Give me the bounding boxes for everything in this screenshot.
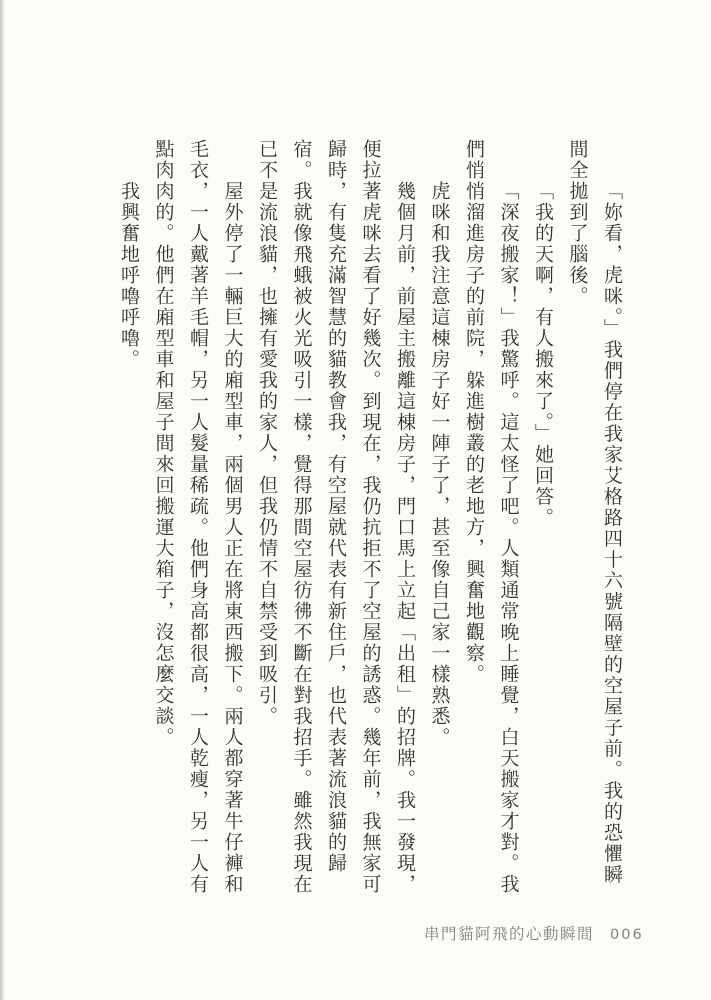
- paragraph: 我興奮地呼嚕呼嚕。: [118, 181, 140, 370]
- page-edge-shadow: [0, 0, 5, 1000]
- paragraph: 幾個月前，前屋主搬離這棟房子，門口馬上立起「出租」的招牌。我一發現，便拉著虎咪去看了好幾次。到現在，我仍抗拒不了空屋的誘惑。幾年前，我無家可歸時，有隻充滿智慧的貓教會我，有空屋就代表有新住戶，也代表著流浪貓的歸宿。我就像飛蛾被火光吸引一樣，覺得那間空屋彷彿不斷在對我招手。雖然我現在已不是流浪貓，也擁有愛我的家人，但我仍情不自禁受到吸引。: [256, 139, 416, 895]
- paragraph: 「我的天啊，有人搬來了。」她回答。: [532, 181, 554, 529]
- paragraph: 虎咪和我注意這棟房子好一陣子了，甚至像自己家一樣熟悉。: [428, 181, 451, 748]
- page-footer: [424, 922, 644, 944]
- body-text-block: [84, 139, 629, 897]
- paragraph: 「深夜搬家！」我驚呼。這太怪了吧。人類通常晚上睡覺，白天搬家才對。我們悄悄溜進房子的前院，躲進樹叢的老地方，興奮地觀察。: [463, 139, 520, 895]
- paragraph: 「妳看，虎咪。」我們停在我家艾格路四十六號隔壁的空屋子前。我的恐懼瞬間全拋到了腦後。: [566, 139, 623, 886]
- paragraph: 屋外停了一輛巨大的廂型車，兩個男人正在將東西搬下。兩人都穿著牛仔褲和毛衣，一人戴著羊毛帽，另一人髮量稀疏。他們身高都很高，一人乾瘦，另一人有點肉肉的。他們在廂型車和屋子間來回搬運大箱子，沒怎麼交談。: [152, 139, 244, 895]
- running-title: 串門貓阿飛的心動瞬間: [424, 925, 595, 943]
- page-number: 006: [610, 927, 644, 943]
